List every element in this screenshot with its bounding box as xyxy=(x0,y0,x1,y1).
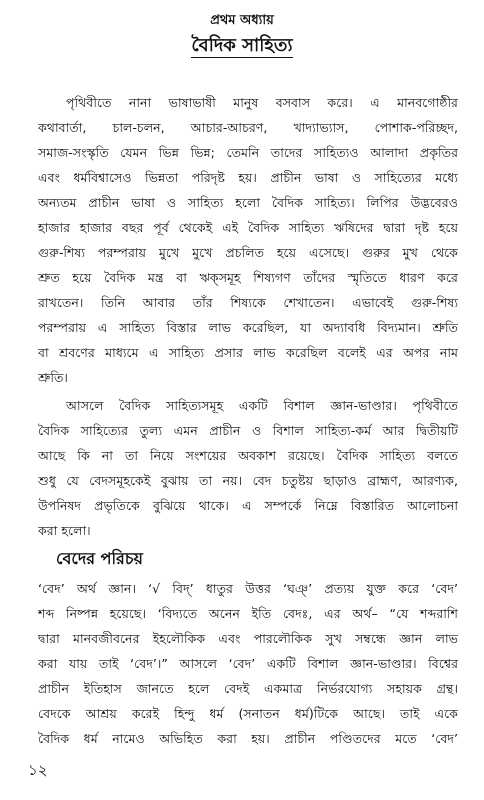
paragraph-2-line: আসলে বৈদিক সাহিত্যসমূহ একটি বিশাল জ্ঞান-ভাণ্ডার। পৃথিবীতে xyxy=(66,398,458,413)
paragraph-1-line: গুরু-শিষ্য পরম্পরায় মুখে মুখে প্রচলিত হয়ে এসেছে। গুরুর মুখ থেকে xyxy=(38,245,458,260)
chapter-label: প্রথম অধ্যায় xyxy=(210,13,274,28)
paragraph-2-line: শুধু যে বেদসমূহকেই বুঝায় তা নয়। বেদ চতুষ্টয় ছাড়াও ব্রাহ্মণ, আরণ্যক, xyxy=(38,473,458,488)
paragraph-1-line: কথাবার্তা, চাল-চলন, আচার-আচরণ, খাদ্যাভ্যাস, পোশাক-পরিচ্ছদ, xyxy=(38,120,458,135)
paragraph-2-line: করা হলো। xyxy=(38,523,91,538)
paragraph-1-line: রাখতেন। তিনি আবার তাঁর শিষ্যকে শেখাতেন। এভাবেই গুরু-শিষ্য xyxy=(38,295,458,310)
paragraph-1-line: সমাজ-সংস্কৃতি যেমন ভিন্ন ভিন্ন; তেমনি তাদের সাহিত্যও আলাদা প্রকৃতির xyxy=(38,145,458,160)
section-heading: বেদের পরিচয় xyxy=(56,549,143,568)
paragraph-1-line: পৃথিবীতে নানা ভাষাভাষী মানুষ বসবাস করে। এ মানবগোষ্ঠীর xyxy=(66,95,458,110)
paragraph-1-line: এবং ধর্মবিশ্বাসেও ভিন্নতা পরিদৃষ্ট হয়। প্রাচীন ভাষা ও সাহিত্যের মধ্যে xyxy=(38,170,458,185)
section-paragraph-line: বেদকে আশ্রয় করেই হিন্দু ধর্ম (সনাতন ধর্ম)টিকে আছে। তাই একে xyxy=(38,706,458,721)
paragraph-1-line: হাজার হাজার বছর পূর্ব থেকেই এই বৈদিক সাহিত্য ঋষিদের দ্বারা দৃষ্ট হয়ে xyxy=(38,220,458,235)
paragraph-1-line: পরম্পরায় এ সাহিত্য বিস্তার লাভ করেছিল, যা অদ্যাবধি বিদ্যমান। শ্রুতি xyxy=(38,320,458,335)
paragraph-1-line: শ্রুত হয়ে বৈদিক মন্ত্র বা ঋক্‌সমূহ শিষ্যগণ তাঁদের স্মৃতিতে ধারণ করে xyxy=(38,270,458,285)
paragraph-2-line: বৈদিক সাহিত্যের তুল্য এমন প্রাচীন ও বিশাল সাহিত্য-কর্ম আর দ্বিতীয়টি xyxy=(38,423,458,438)
section-paragraph-line: প্রাচীন ইতিহাস জানতে হলে বেদই একমাত্র নির্ভরযোগ্য সহায়ক গ্রন্থ। xyxy=(38,681,458,696)
section-paragraph-line: বৈদিক ধর্ম নামেও অভিহিত করা হয়। প্রাচীন পণ্ডিতদের মতে ‘বেদ’ xyxy=(38,731,458,746)
paragraph-1-line: শ্রুতি। xyxy=(38,370,68,385)
paragraph-1-line: বা শ্রবণের মাধ্যমে এ সাহিত্য প্রসার লাভ করেছিল বলেই এর অপর নাম xyxy=(38,345,458,360)
page-number: ১২ xyxy=(28,761,48,779)
page-title xyxy=(0,34,484,58)
paragraph-2-line: আছে কি না তা নিয়ে সংশয়ের অবকাশ রয়েছে। বৈদিক সাহিত্য বলতে xyxy=(38,448,458,463)
page-title-text: বৈদিক সাহিত্য xyxy=(191,35,293,56)
paragraph-1-line: অন্যতম প্রাচীন ভাষা ও সাহিত্য হলো বৈদিক সাহিত্য। লিপির উদ্ভবেরও xyxy=(38,195,458,210)
section-paragraph-line: শব্দ নিষ্পন্ন হয়েছে। ‘বিদ্যতে অনেন ইতি বেদঃ, এর অর্থ– “যে শব্দরাশি xyxy=(38,606,458,621)
section-paragraph-line: করা যায় তাই ‘বেদ’।” আসলে ‘বেদ’ একটি বিশাল জ্ঞান-ভাণ্ডার। বিশ্বের xyxy=(38,656,458,671)
paragraph-2-line: উপনিষদ প্রভৃতিকে বুঝিয়ে থাকে। এ সম্পর্কে নিম্নে বিস্তারিত আলোচনা xyxy=(38,498,458,513)
section-paragraph-line: দ্বারা মানবজীবনের ইহলৌকিক এবং পারলৌকিক সুখ সম্বন্ধে জ্ঞান লাভ xyxy=(38,631,458,646)
section-paragraph-line: ‘বেদ’ অর্থ জ্ঞান। ‘√ বিদ্’ ধাতুর উত্তর ‘ঘঞ্’ প্রত্যয় যুক্ত করে ‘বেদ’ xyxy=(38,581,458,596)
